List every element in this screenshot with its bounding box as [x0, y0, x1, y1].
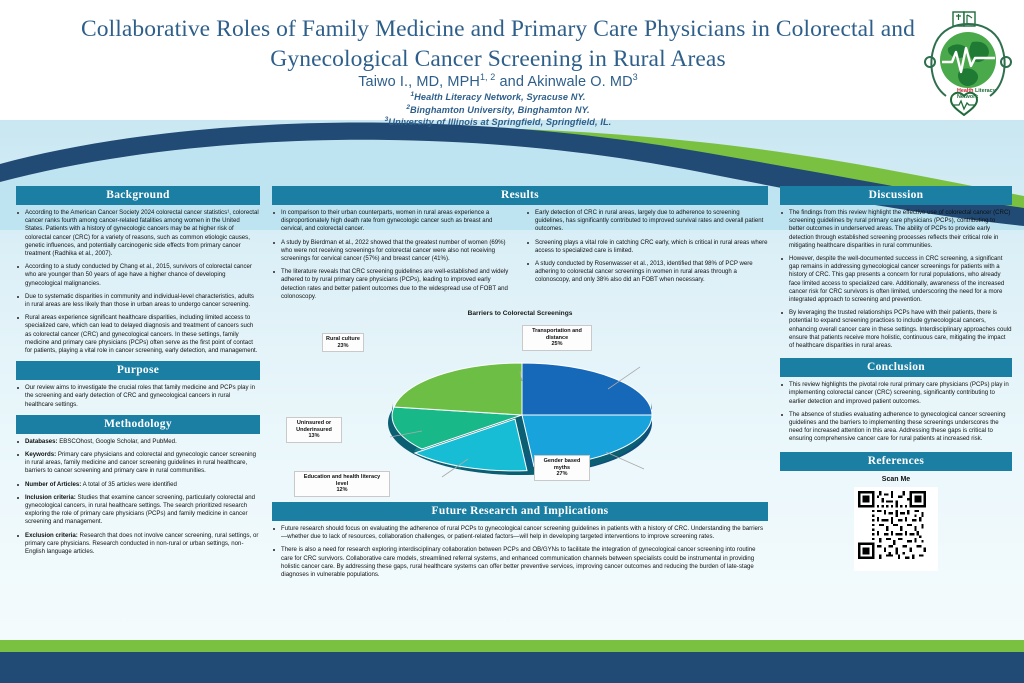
list-item [16, 481, 260, 489]
list-item: Our review aims to investigate the crucial roles that family medicine and PCPs play in the screening and early detection of CRC and gynecological cancers in rural healthcare settings. [16, 384, 260, 409]
list-item: By leveraging the trusted relationships PCPs have with their patients, there is potential to expand screening practices to include gynecological cancers, enhancing overall cancer care in these settings. Interdisciplinary approaches could ensure that patients receive more holistic, continuous care, mitigating the impact of healthcare disparities in rural areas. [780, 309, 1012, 350]
author-line [58, 72, 938, 90]
author-sup-2: 3 [632, 72, 638, 82]
results-two-column-layout [272, 209, 768, 306]
list-item: This review highlights the pivotal role rural primary care physicians (PCPs) play in implementing colorectal cancer (CRC) screening, significantly contributing to earlier detection and improved patient outcomes. [780, 381, 1012, 406]
pie-label-gender-myths-value: 27% [556, 471, 568, 478]
list-item: Early detection of CRC in rural areas, largely due to adherence to screening guidelines, has significantly contributed to improved survival rates and overall patient outcomes. [526, 209, 768, 234]
discussion-heading: Discussion [780, 186, 1012, 205]
list-item: According to a study conducted by Chang et al., 2015, survivors of colorectal cancer who are younger than 50 years of age have a higher chance of developing gynecological malignancies. [16, 263, 260, 288]
pie-label-rural-culture [322, 333, 364, 352]
footer-green-stripe [0, 640, 1024, 652]
results-heading: Results [272, 186, 768, 205]
results-left-bullets [272, 209, 514, 301]
methodology-heading: Methodology [16, 415, 260, 434]
method-text: EBSCOhost, Google Scholar, and PubMed. [57, 437, 177, 445]
list-item: A study conducted by Rosenwasser et al., 2013, identified that 98% of PCP were adhering to colorectal cancer screenings in women in rural areas through a colonoscopy, and only 38% also did an FOBT when necessary. [526, 260, 768, 285]
middle-column [272, 186, 768, 584]
background-bullets [16, 209, 260, 355]
background-heading: Background [16, 186, 260, 205]
purpose-heading: Purpose [16, 361, 260, 380]
method-text: Research that does not involve cancer screening, rural settings, or primary care physicians. Research conducted in non-rural or urban settings, non-English language articles. [25, 531, 259, 556]
page-title: Collaborative Roles of Family Medicine and Primary Care Physicians in Colorectal and Gynecological Cancer Screening in Rural Areas [81, 16, 915, 72]
logo-caption-literacy: Literacy [973, 88, 996, 94]
list-item: The absence of studies evaluating adherence to gynecological cancer screening guidelines and the barriers to implementing these screenings underscores the need for increased attention in this area. Addressing these gaps is critical to ensuring comprehensive cancer care for rural patients at increased risk. [780, 411, 1012, 444]
affiliation-3-text: University of Illinois at Springfield, Springfield, IL. [388, 117, 612, 128]
methodology-bullets [16, 438, 260, 556]
pie-label-transportation-name: Transportation and distance [532, 328, 582, 341]
list-item: Future research should focus on evaluating the adherence of rural PCPs to gynecological cancer screening guidelines in patients with a history of CRC. Understanding the barriers—whether due to lack of resources, collaboration challenges, or patient-related factors—will help in developing targeted interventions to improve screening rates. [272, 525, 768, 541]
method-text: A total of 35 articles were identified [81, 480, 177, 488]
future-research-heading: Future Research and Implications [272, 502, 768, 521]
qr-code-icon [858, 491, 926, 559]
list-item: The findings from this review highlight the effective use of colorectal cancer (CRC) screening guidelines by rural primary care physicians (PCPs), contributing to better outcomes in underserved areas. The ability of PCPs to provide early detection through established screening processes reflects their critical role in mitigating healthcare disparities in rural communities. [780, 209, 1012, 250]
references-qr-code[interactable] [854, 487, 938, 571]
affiliation-3: $^3$University of Illinois at Springfield, Springfield, IL. [384, 116, 612, 128]
pie-label-uninsured [286, 417, 342, 443]
method-text: Studies that examine cancer screening, particularly colorectal and gynecological cancers, in rural healthcare settings. The search prioritized research exploring the role of primary care physicians (PCPs) and family medicine in cancer screening and management. [25, 493, 255, 526]
method-label: Databases: [25, 437, 58, 445]
section-results [272, 186, 768, 500]
results-right-bullets [526, 209, 768, 285]
list-item [16, 494, 260, 527]
conclusion-heading: Conclusion [780, 358, 1012, 377]
list-item: There is also a need for research exploring interdisciplinary collaboration between PCPs and OB/GYNs to facilitate the integration of gynecological cancer screening into routine care for CRC survivors. Collaborative care models, streamlined referral systems, and enhanced communication channels between specialists could be instrumental in providing holistic cancer care. By addressing these gaps, rural healthcare systems can offer better preventive services, improving cancer outcomes and reducing the burden of late-stage diagnoses in vulnerable populations. [272, 546, 768, 579]
pie-stage [272, 319, 768, 495]
pie-label-gender-myths-name: Gender based myths [543, 458, 581, 471]
pie-label-uninsured-name: Uninsured or Underinsured [296, 420, 332, 433]
pie-label-education-value: 12% [336, 487, 348, 494]
section-future-research [272, 502, 768, 579]
method-label: Inclusion criteria: [25, 493, 76, 501]
logo-caption [957, 88, 1013, 101]
references-heading: References [780, 452, 1012, 471]
poster-header [0, 0, 1024, 128]
logo-caption-network: Network [957, 94, 979, 101]
list-item: According to the American Cancer Society 2024 colorectal cancer statistics¹, colorectal cancer ranks fourth among cancer-related fatalities among women in the United States. Patients with a history of gynecologic cancers may be at higher risk of colorectal cancer (CRC) for a variety of reasons, such as common etiologic causes, genetic influences, and potentially carcinogenic side effects from primary cancer treatment (Radhika et al., 2007). [16, 209, 260, 258]
list-item [16, 438, 260, 446]
section-purpose [16, 361, 260, 409]
author-names: Taiwo I., MD, MPH [358, 73, 480, 90]
list-item [16, 451, 260, 476]
section-conclusion [780, 358, 1012, 443]
list-item: Rural areas experience significant healthcare disparities, including limited access to specialized care, which can lead to delayed diagnosis and treatment of cancers such as colorectal cancer (CRC) and gynecological cancers. In these settings, family medicine and primary care physicians (PCPs) often serve as the first point of contact for patients, playing a vital role in cancer screening, early detection, and management. [16, 314, 260, 355]
author-sup-1: 1, 2 [479, 72, 496, 82]
section-methodology [16, 415, 260, 556]
pie-label-education [294, 471, 390, 497]
scan-me-label: Scan Me [881, 475, 911, 483]
affiliation-1: $^1$Health Literacy Network, Syracuse NY. [410, 91, 586, 103]
pie-label-transportation-value: 25% [551, 341, 563, 348]
barriers-pie-chart [272, 310, 768, 500]
affiliation-2-text: Binghamton University, Binghamton NY. [410, 104, 590, 115]
method-label: Keywords: [25, 451, 57, 459]
list-item: Due to systematic disparities in community and individual-level characteristics, adults in rural areas are less likely than those in urban areas to undergo cancer screening. [16, 293, 260, 309]
logo-caption-health: Health [957, 88, 974, 94]
method-text: Primary care physicians and colorectal and gynecologic cancer screening in rural areas, family medicine and cancer screening guidelines in rural healthcare, barriers to cancer screening and primary care in rural communities. [25, 451, 256, 475]
pie-label-transportation [522, 325, 592, 351]
list-item: A study by Bierdman et al., 2022 showed that the greatest number of women (69%) who were not receiving screenings for colorectal cancer were also not receiving screenings for cervical cancer (57%) and breast cancer (41%). [272, 239, 514, 264]
author-conjunction: and Akinwale O. MD [495, 73, 633, 90]
results-right-sub [526, 209, 768, 306]
pie-label-rural-culture-value: 23% [337, 342, 349, 349]
method-label: Exclusion criteria: [25, 531, 78, 539]
list-item [16, 532, 260, 557]
pie-label-gender-myths [534, 455, 590, 481]
affiliation-list [58, 90, 938, 128]
discussion-bullets [780, 209, 1012, 350]
future-research-bullets [272, 525, 768, 579]
section-references [780, 452, 1012, 571]
list-item: Screening plays a vital role in catching CRC early, which is critical in rural areas where access to specialized care is limited. [526, 239, 768, 255]
pie-label-rural-culture-name: Rural culture [326, 336, 360, 343]
list-item: However, despite the well-documented success in CRC screening, a significant gap remains in addressing gynecological cancer screenings for patients with a history of CRC. This gap presents a concern for rural populations, who already face limited access to specialized care. Additionally, awareness of the increased cancer risk for CRC survivors is often limited, underscoring the need for a more integrated approach to screening and prevention. [780, 255, 1012, 304]
footer-navy-band [0, 652, 1024, 683]
list-item: In comparison to their urban counterparts, women in rural areas experience a disproportionately high death rate from gynecologic cancer such as breast and cervical, and colorectal cancer. [272, 209, 514, 234]
affiliation-2: $^2$Binghamton University, Binghamton NY. [406, 103, 590, 115]
purpose-bullets [16, 384, 260, 409]
results-left-sub [272, 209, 514, 306]
method-label: Number of Articles: [25, 480, 82, 488]
affiliation-1-text: Health Literacy Network, Syracuse NY. [414, 92, 586, 103]
section-background [16, 186, 260, 355]
chart-title: Barriers to Colorectal Screenings [467, 310, 573, 318]
conclusion-bullets [780, 381, 1012, 443]
pie-label-education-name: Education and health literacy level [303, 474, 381, 487]
left-column [16, 186, 260, 561]
list-item: The literature reveals that CRC screening guidelines are well-established and widely adhered to by rural primary care physicians (PCPs), leading to improved early detection rates and better patient outcomes due to the widespread use of FOBT and colonoscopy. [272, 268, 514, 301]
pie-label-uninsured-value: 13% [308, 433, 320, 440]
section-discussion [780, 186, 1012, 350]
right-column [780, 186, 1012, 571]
